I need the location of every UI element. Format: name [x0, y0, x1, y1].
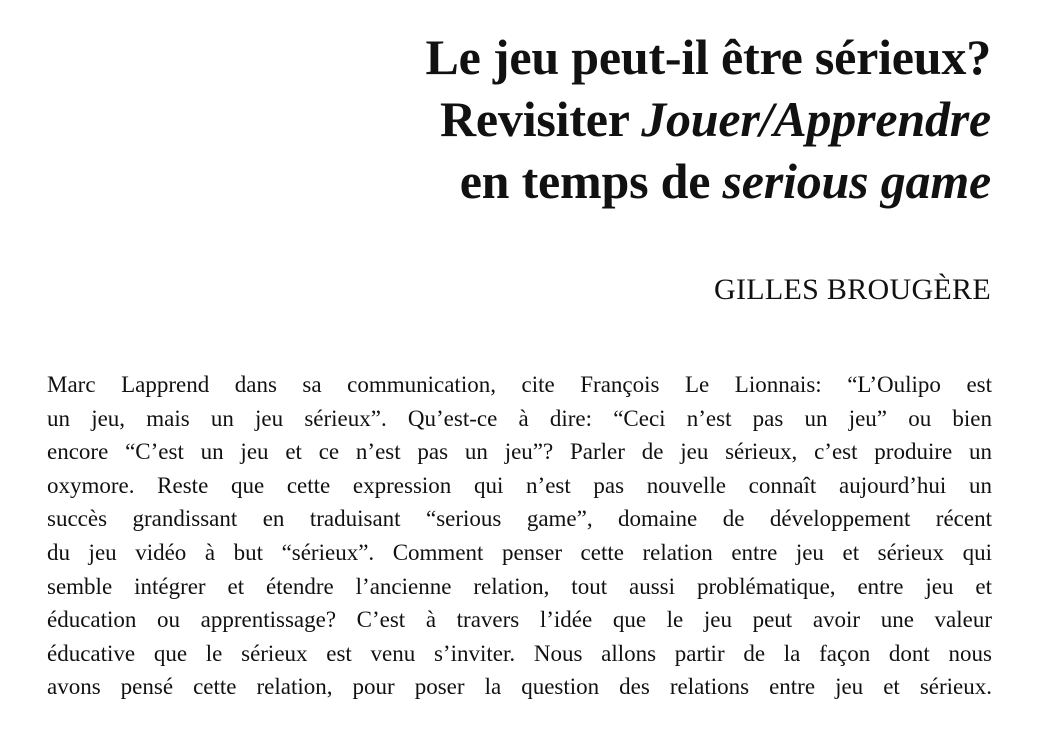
author-name: GILLES BROUGÈRE	[714, 273, 991, 306]
abstract-line: avons pensé cette relation, pour poser la question des relations entre jeu et sérieux.	[47, 674, 992, 700]
abstract-paragraph	[47, 368, 992, 704]
title-line-3	[231, 150, 991, 212]
abstract-line: encore “C’est un jeu et ce n’est pas un jeu”? Parler de jeu sérieux, c’est produire un	[47, 439, 992, 465]
title-line-2-italic: Jouer/Apprendre	[641, 91, 991, 147]
abstract-line: éducative que le sérieux est venu s’inviter. Nous allons partir de la façon dont nous	[47, 640, 992, 666]
abstract-line: un jeu, mais un jeu sérieux”. Qu’est-ce à dire: “Ceci n’est pas un jeu” ou bien	[47, 405, 992, 431]
title-line-1: Le jeu peut-il être sérieux?	[425, 29, 991, 85]
title-line-2-prefix: Revisiter	[440, 91, 642, 147]
title-line-3-italic: serious game	[722, 153, 991, 209]
abstract-line: oxymore. Reste que cette expression qui n’est pas nouvelle connaît aujourd’hui un	[47, 472, 992, 498]
title-line-2	[231, 88, 991, 150]
paper-title	[231, 26, 991, 212]
abstract-line: succès grandissant en traduisant “serious game”, domaine de développement récent	[47, 506, 992, 532]
abstract-line: éducation ou apprentissage? C’est à travers l’idée que le jeu peut avoir une valeur	[47, 607, 992, 633]
abstract-line: Marc Lapprend dans sa communication, cite François Le Lionnais: “L’Oulipo est	[47, 372, 992, 397]
abstract-line: du jeu vidéo à but “sérieux”. Comment penser cette relation entre jeu et sérieux qui	[47, 539, 992, 565]
abstract-line: semble intégrer et étendre l’ancienne relation, tout aussi problématique, entre jeu et	[47, 573, 992, 599]
title-line-3-prefix: en temps de	[459, 153, 723, 209]
